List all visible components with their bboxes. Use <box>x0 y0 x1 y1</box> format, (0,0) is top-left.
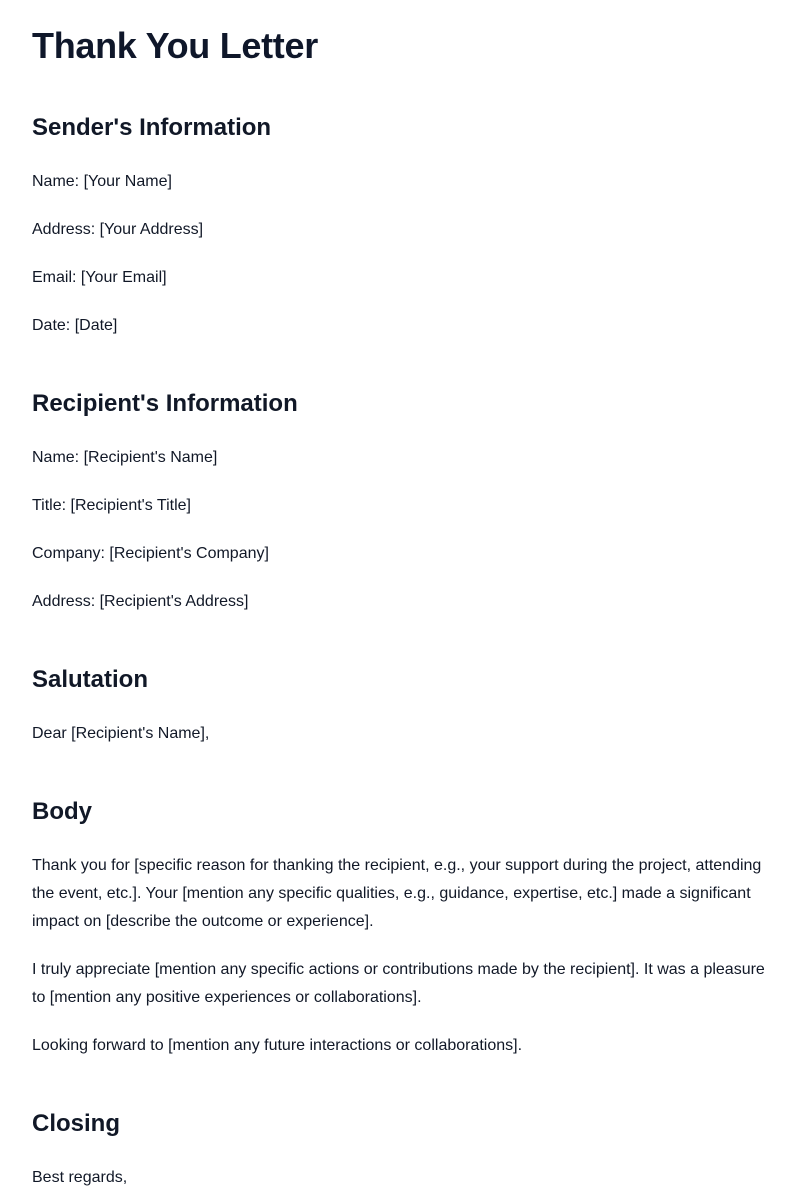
recipient-section <box>32 388 768 616</box>
recipient-heading: Recipient's Information <box>32 390 298 417</box>
closing-text: Best regards, <box>32 1169 128 1186</box>
sender-email: Email: [Your Email] <box>32 269 167 286</box>
closing-section <box>32 1108 768 1192</box>
salutation-heading: Salutation <box>32 666 149 693</box>
recipient-address: Address: [Recipient's Address] <box>32 593 249 610</box>
body-heading: Body <box>32 798 92 825</box>
body-paragraph-1: Thank you for [specific reason for thanking the recipient, e.g., your support during the project, attending the event, etc.]. Your [mention any specific qualities, e.g., guidance, expertise, etc.] made a significant impact on [describe the outcome or experience]. <box>32 857 762 930</box>
sender-heading: Sender's Information <box>32 114 272 141</box>
sender-date: Date: [Date] <box>32 317 118 334</box>
recipient-company: Company: [Recipient's Company] <box>32 545 269 562</box>
salutation-section <box>32 664 768 748</box>
closing-heading: Closing <box>32 1110 120 1137</box>
sender-name: Name: [Your Name] <box>32 173 172 190</box>
body-section <box>32 796 768 1060</box>
sender-section <box>32 112 768 340</box>
sender-address: Address: [Your Address] <box>32 221 204 238</box>
page-title: Thank You Letter <box>32 25 318 66</box>
body-paragraph-3: Looking forward to [mention any future interactions or collaborations]. <box>32 1037 523 1054</box>
body-paragraph-2: I truly appreciate [mention any specific actions or contributions made by the recipient]. It was a pleasure to [mention any positive experiences or collaborations]. <box>32 961 765 1006</box>
salutation-text: Dear [Recipient's Name], <box>32 725 210 742</box>
recipient-title: Title: [Recipient's Title] <box>32 497 191 514</box>
recipient-name: Name: [Recipient's Name] <box>32 449 218 466</box>
